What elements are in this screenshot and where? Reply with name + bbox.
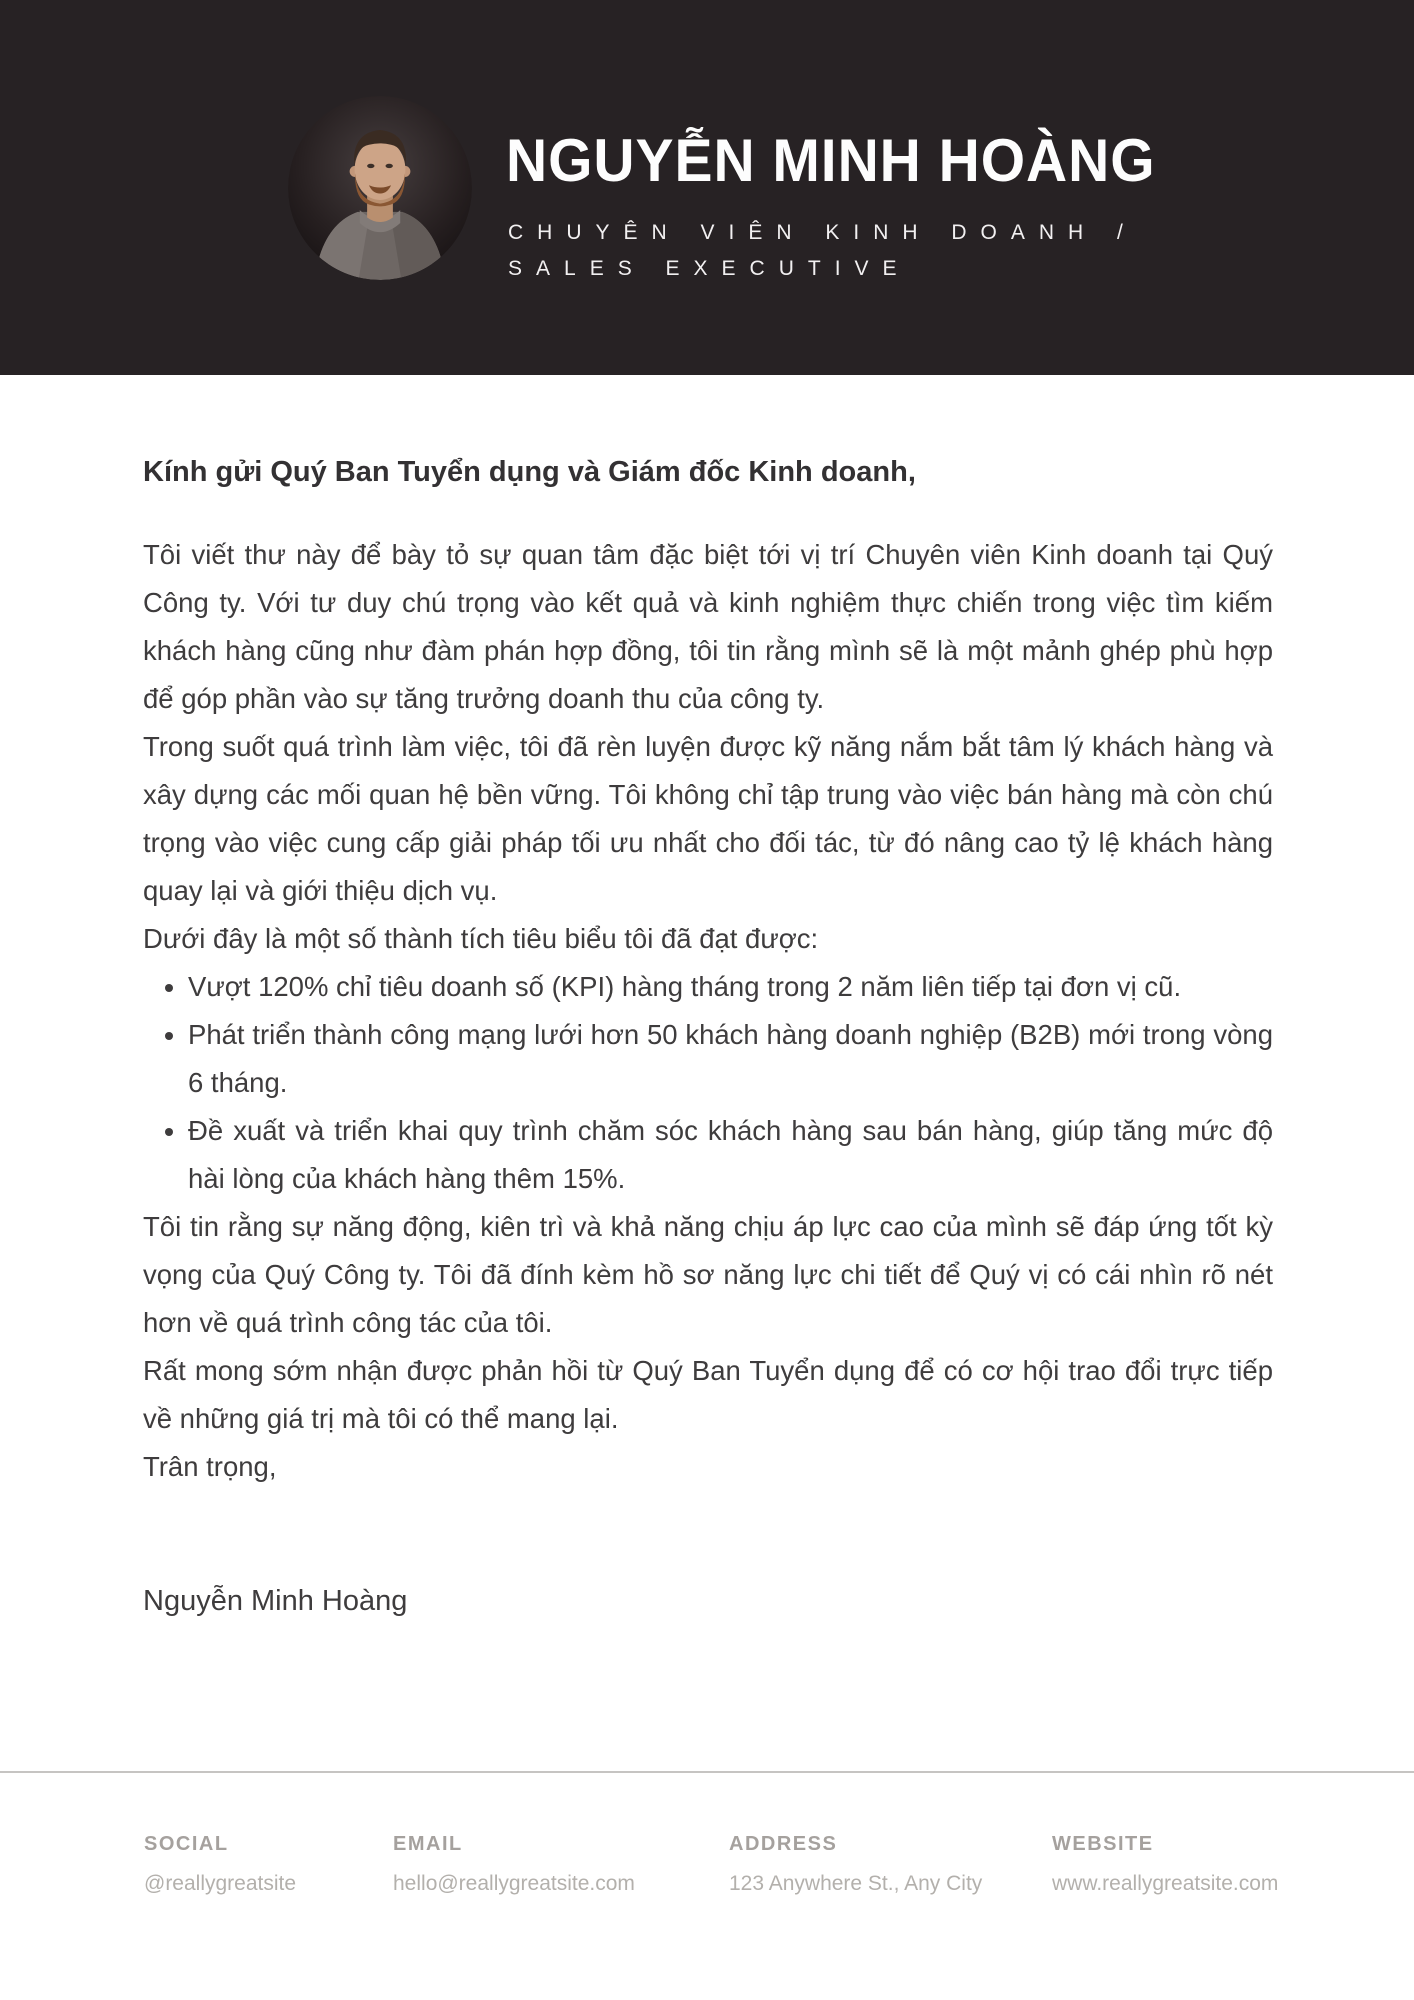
avatar bbox=[288, 96, 472, 280]
greeting: Kính gửi Quý Ban Tuyển dụng và Giám đốc Kinh doanh, bbox=[143, 456, 916, 488]
email-address: hello@reallygreatsite.com bbox=[393, 1872, 635, 1895]
paragraph-closing: Rất mong sớm nhận được phản hồi từ Quý Ban Tuyển dụng để có cơ hội trao đổi trực tiếp về những giá trị mà tôi có thể mang lại. bbox=[143, 1355, 1273, 1434]
achievement-item: • Đề xuất và triển khai quy trình chăm sóc khách hàng sau bán hàng, giúp tăng mức độ hài lòng của khách hàng thêm 15%. bbox=[188, 1107, 1273, 1203]
job-title-line-1: CHUYÊN VIÊN KINH DOANH / bbox=[508, 221, 1137, 244]
achievements-intro: Dưới đây là một số thành tích tiêu biểu tôi đã đạt được: bbox=[143, 923, 819, 954]
footer-column-address bbox=[729, 1833, 982, 1896]
footer-column-social bbox=[144, 1833, 296, 1896]
footer-label: SOCIAL bbox=[144, 1833, 229, 1855]
street-address: 123 Anywhere St., Any City bbox=[729, 1872, 983, 1895]
footer-label: EMAIL bbox=[393, 1833, 463, 1855]
footer-column-email bbox=[393, 1833, 635, 1896]
footer-label: WEBSITE bbox=[1052, 1833, 1154, 1855]
website-url: www.reallygreatsite.com bbox=[1052, 1872, 1279, 1895]
sign-off: Trân trọng, bbox=[143, 1451, 277, 1482]
achievement-item: • Vượt 120% chỉ tiêu doanh số (KPI) hàng tháng trong 2 năm liên tiếp tại đơn vị cũ. bbox=[188, 963, 1273, 1011]
paragraph-intro: Tôi viết thư này để bày tỏ sự quan tâm đặc biệt tới vị trí Chuyên viên Kinh doanh tại Quý Công ty. Với tư duy chú trọng vào kết quả và kinh nghiệm thực chiến trong việc tìm kiếm khách hàng cũng như đàm phán hợp đồng, tôi tin rằng mình sẽ là một mảnh ghép phù hợp để góp phần vào sự tăng trưởng doanh thu của công ty. bbox=[143, 539, 1273, 714]
portrait-photo-icon bbox=[288, 96, 472, 280]
footer-divider bbox=[0, 1771, 1414, 1773]
footer-label: ADDRESS bbox=[729, 1833, 838, 1855]
job-title-line-2: SALES EXECUTIVE bbox=[508, 257, 911, 280]
job-title bbox=[508, 215, 1137, 287]
achievements-list bbox=[143, 963, 1273, 1203]
signature-name: Nguyễn Minh Hoàng bbox=[143, 1585, 408, 1617]
social-handle: @reallygreatsite bbox=[144, 1872, 297, 1895]
paragraph-confidence: Tôi tin rằng sự năng động, kiên trì và khả năng chịu áp lực cao của mình sẽ đáp ứng tốt kỳ vọng của Quý Công ty. Tôi đã đính kèm hồ sơ năng lực chi tiết để Quý vị có cái nhìn rõ nét hơn về quá trình công tác của tôi. bbox=[143, 1211, 1273, 1338]
letterhead bbox=[0, 0, 1414, 375]
paragraph-experience: Trong suốt quá trình làm việc, tôi đã rèn luyện được kỹ năng nắm bắt tâm lý khách hàng và xây dựng các mối quan hệ bền vững. Tôi không chỉ tập trung vào việc bán hàng mà còn chú trọng vào việc cung cấp giải pháp tối ưu nhất cho đối tác, từ đó nâng cao tỷ lệ khách hàng quay lại và giới thiệu dịch vụ. bbox=[143, 731, 1273, 906]
person-name: NGUYỄN MINH HOÀNG bbox=[506, 127, 1156, 194]
achievement-item: • Phát triển thành công mạng lưới hơn 50 khách hàng doanh nghiệp (B2B) mới trong vòng 6 tháng. bbox=[188, 1011, 1273, 1107]
footer-column-website bbox=[1052, 1833, 1278, 1896]
letter-body bbox=[143, 448, 1273, 1625]
